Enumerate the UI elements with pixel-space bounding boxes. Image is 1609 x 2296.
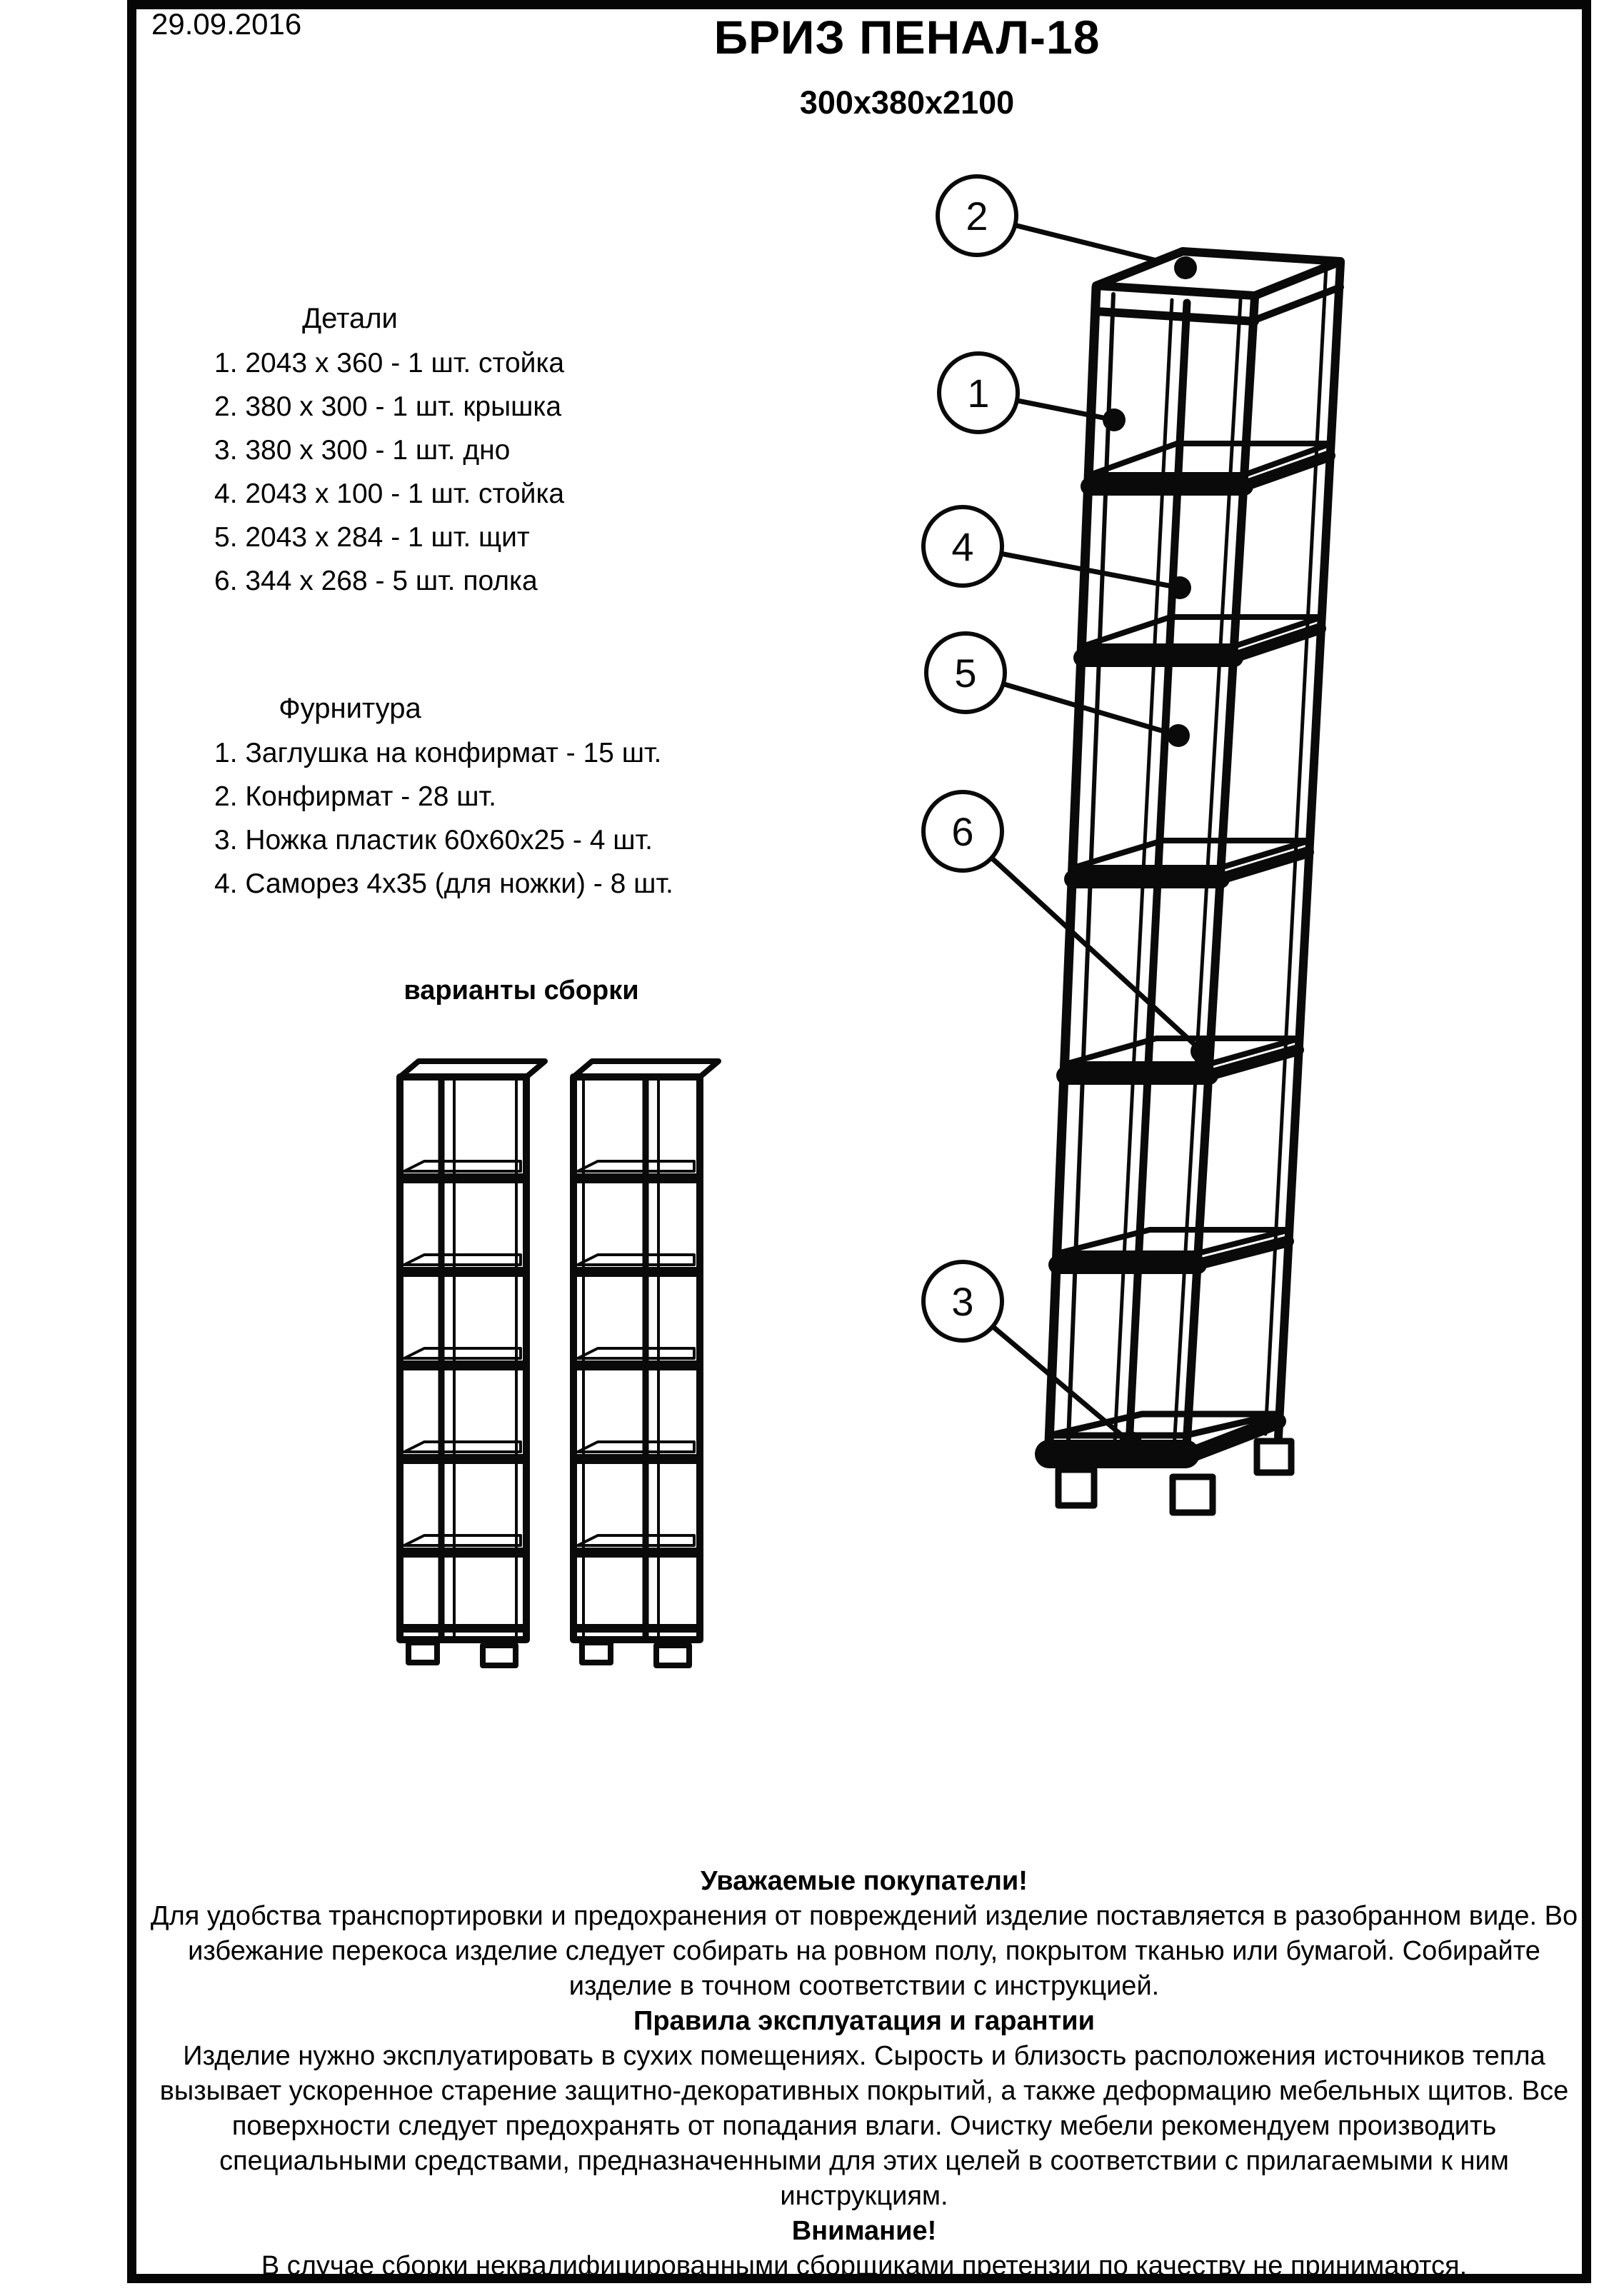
parts-list xyxy=(214,341,564,603)
assembly-variants-diagram xyxy=(357,1021,757,1700)
main-cabinet-diagram xyxy=(921,171,1407,1543)
notice-greeting-heading: Уважаемые покупатели! xyxy=(701,1866,1028,1896)
callout-label-5: 5 xyxy=(954,651,977,696)
parts-list-item: 4. 2043 х 100 - 1 шт. стойка xyxy=(214,478,565,509)
notice-rules-heading: Правила эксплуатация и гарантии xyxy=(633,2006,1095,2036)
notice-warning-heading: Внимание! xyxy=(791,2216,937,2246)
parts-list-item: 5. 2043 х 284 - 1 шт. щит xyxy=(214,522,530,553)
parts-heading: Детали xyxy=(302,303,398,334)
hardware-list-item: 1. Заглушка на конфирмат - 15 шт. xyxy=(214,738,662,768)
variant-cabinet-right xyxy=(573,1061,718,1665)
parts-list-item: 3. 380 х 300 - 1 шт. дно xyxy=(214,435,511,466)
notice-rules-text: Изделие нужно эксплуатировать в сухих помещениях. Сырость и близость расположения источников тепла вызывает ускоренное старение защитно-декоративных покрытий, а также деформацию мебельных щитов. Все поверхности следует предохранять от попадания влаги. Очистку мебели рекомендуем производить специальными средствами, предназначенными для этих целей в соответствии с прилагаемыми к ним инструкциям. xyxy=(159,2041,1569,2211)
callout-label-3: 3 xyxy=(951,1279,974,1324)
parts-list-item: 2. 380 х 300 - 1 шт. крышка xyxy=(214,391,562,422)
variant-cabinet-left xyxy=(400,1061,545,1665)
callout-label-1: 1 xyxy=(967,371,990,416)
variant-right-shelves xyxy=(578,1161,696,1553)
notice-greeting-text: Для удобства транспортировки и предохранения от повреждений изделие поставляется в разобранном виде. Во избежание перекоса изделие следует собирать на ровном полу, покрытом тканью или бумагой. Собирайте изделие в точном соответствии с инструкцией. xyxy=(150,1901,1578,2001)
cabinet-top-panel xyxy=(1096,251,1340,296)
cabinet-bottom-panel xyxy=(1049,1414,1278,1457)
title-block xyxy=(229,10,1585,121)
parts-list-item: 1. 2043 х 360 - 1 шт. стойка xyxy=(214,348,565,379)
page-title: БРИЗ ПЕНАЛ-18 xyxy=(713,11,1101,64)
cabinet-line-art xyxy=(1048,251,1340,1513)
parts-list-item: 6. 344 х 268 - 5 шт. полка xyxy=(214,566,538,596)
hardware-heading: Фурнитура xyxy=(279,693,421,724)
hardware-list-item: 2. Конфирмат - 28 шт. xyxy=(214,781,496,812)
hardware-list-item: 3. Ножка пластик 60х60х25 - 4 шт. xyxy=(214,825,653,856)
callout-label-6: 6 xyxy=(951,809,974,854)
customer-notice xyxy=(139,1864,1589,2284)
hardware-list-item: 4. Саморез 4х35 (для ножки) - 8 шт. xyxy=(214,868,673,899)
product-dimensions: 300х380х2100 xyxy=(799,84,1015,121)
callout-label-4: 4 xyxy=(951,524,974,569)
document-date: 29.09.2016 xyxy=(151,7,302,41)
callout-balloons xyxy=(923,176,1018,1340)
assembly-variants-label: варианты сборки xyxy=(403,976,639,1006)
hardware-list xyxy=(214,731,673,906)
notice-warning-text: В случае сборки неквалифицированными сборщиками претензии по качеству не принимаются. xyxy=(261,2251,1468,2281)
callout-label-2: 2 xyxy=(966,194,988,239)
variant-left-shelves xyxy=(404,1161,522,1553)
